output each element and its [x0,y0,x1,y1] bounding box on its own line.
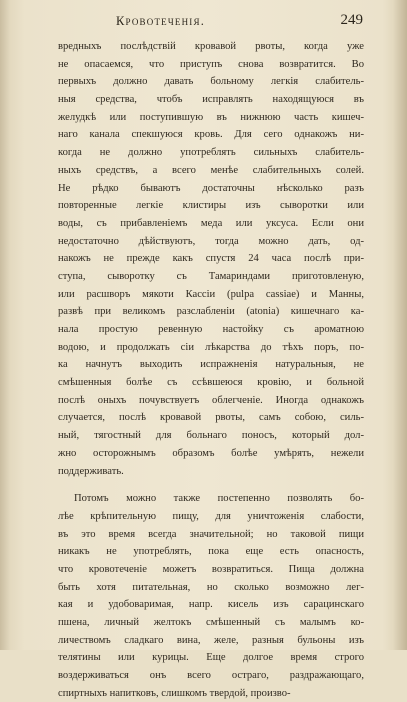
text-line: накожъ не прежде какъ спустя 24 часа послѣ при- [58,253,364,265]
text-line: когда не должно употреблять сильныхъ слабитель- [58,147,364,159]
body-text [58,38,364,702]
text-line: Потомъ можно также постепенно позволять бо- [74,493,364,505]
text-line: въ это время всегда значительной; но таковой пищи [58,528,364,540]
text-line: ныя средства, чтобъ исправлять находящуюся въ [58,94,364,106]
text-line: спиртныхъ напитковъ, слишкомъ твердой, произво- [58,687,291,699]
text-line: Не рѣдко бываютъ достаточны нѣсколько разъ [58,182,364,194]
text-line: жно осторожнымъ образомъ болѣе умѣрять, нежели [58,447,364,459]
text-line: наго канала спекшуюся кровь. Для сего однакожъ ни- [58,129,364,141]
text-line: что кровотеченіе можетъ возвратиться. Пища должна [58,563,364,575]
text-line: развѣ при великомъ разслабленіи (atonia) кишечнаго ка- [58,306,364,318]
text-line: ный, тягостный для больнаго поносъ, который дол- [58,430,364,442]
text-line: недостаточно дѣйствуютъ, тогда можно дать, од- [58,235,364,247]
paragraph [58,38,364,480]
text-line: вредныхъ послѣдствій кровавой рвоты, когда уже [58,41,364,52]
text-line: первыхъ должно давать больному легкія слабитель- [58,76,364,88]
text-line: водою, и продолжать сіи лѣкарства до тѣхъ поръ, по- [58,341,364,353]
running-head: Кровотеченія. [116,14,206,28]
text-line: смѣшенныя болѣе съ ссѣвшеюся кровію, и больной [58,377,364,389]
paragraph-gap [58,480,364,490]
text-line: ступа, сыворотку съ Тамариндами приготовленую, [58,270,364,282]
page-edge-shadow [393,0,407,650]
text-line: не опасаемся, что приступъ снова возвратится. Во [58,58,364,70]
text-line: никакъ не употреблять, пока еще есть опасность, [58,546,364,558]
text-line: послѣ оныхъ почувствуетъ облегченіе. Иногда однакожъ [58,394,364,406]
page-binding-shadow [0,0,10,650]
text-line: воды, съ прибавленіемъ меда или уксуса. Если они [58,217,364,229]
text-line: ныхъ средствъ, а всего менѣе слабительныхъ солей. [58,164,364,176]
text-line: случается, послѣ кровавой рвоты, самъ собою, силь- [58,412,364,424]
text-line: лѣе крѣпительную пищу, для уничтоженія слабости, [58,510,364,522]
text-line: личествомъ сладкаго вина, желе, разныя бульоны изъ [58,634,364,646]
text-line: ка начнутъ выходить испражненія натуральныя, не [58,359,364,371]
text-line: повторенные легкіе клистиры изъ сыворотки или [58,200,364,212]
text-line: воздерживаться онъ всего остраго, раздражающаго, [58,670,364,682]
page-header [0,10,407,34]
text-line: кая и удобоваримая, напр. кисель изъ сарацинскаго [58,599,364,611]
text-line: поддерживать. [58,465,124,477]
text-line: нала простую ревенную настойку съ ароматною [58,324,364,335]
text-line: пшена, личный желтокъ смѣшенный съ малымъ ко- [58,617,364,628]
text-line: или расшворъ мякоти Кассіи (pulpa cassiae) и Манны, [58,288,364,300]
text-line: телятины или курицы. Еще долгое время строго [58,652,364,664]
text-line: быть хотя питательная, но сколько возможно лег- [58,581,364,593]
text-line: желудкѣ или поступившую въ нижнюю часть кишеч- [58,111,364,123]
page-number: 249 [340,12,363,28]
paragraph [58,490,364,702]
